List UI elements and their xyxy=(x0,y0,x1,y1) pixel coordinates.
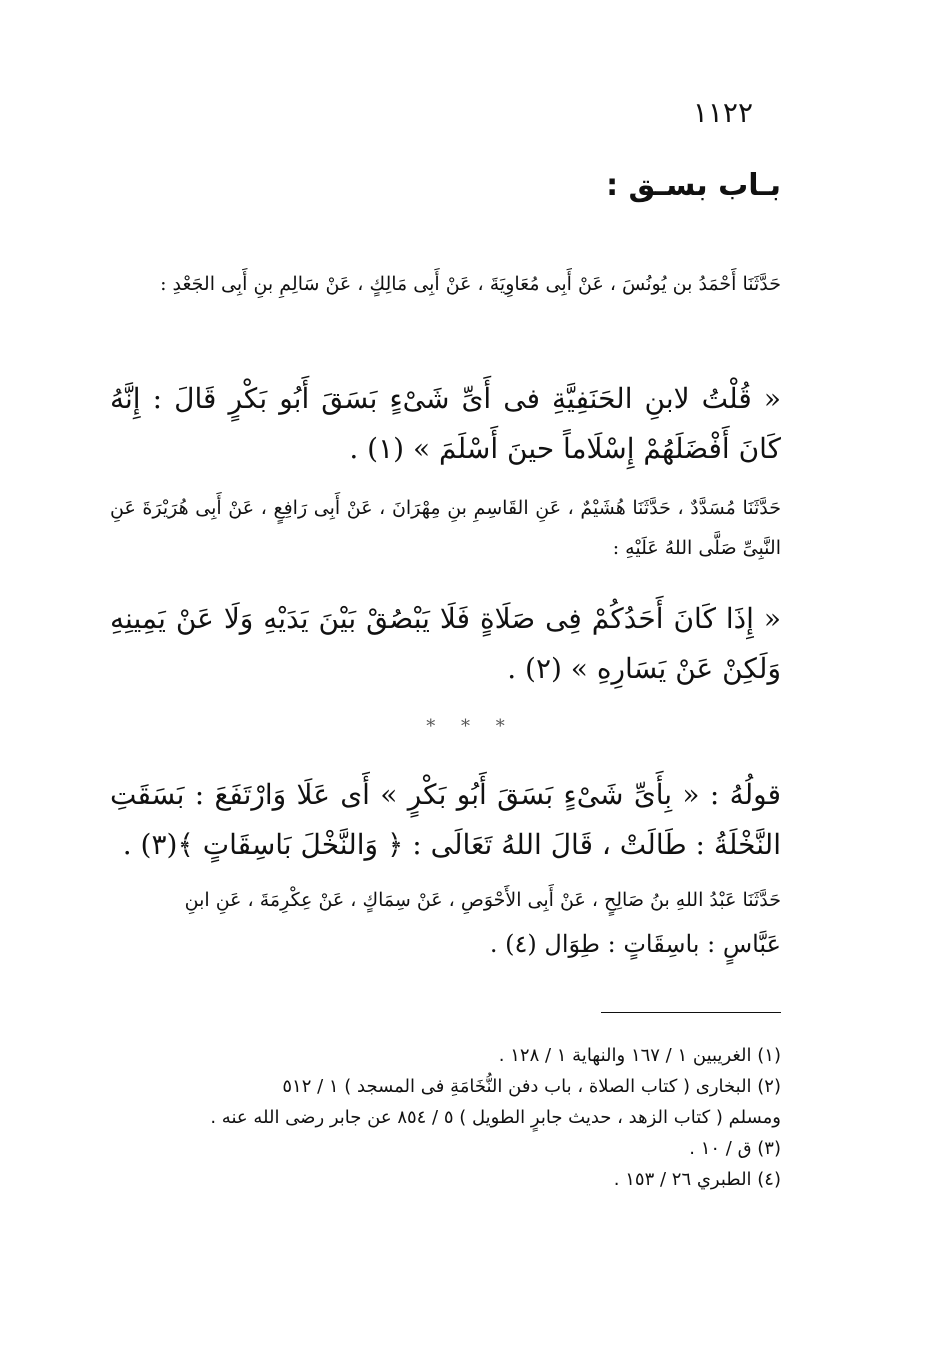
footnote-divider xyxy=(601,1012,781,1013)
chapter-heading: بـاب بسـق : xyxy=(606,168,781,203)
isnad-2: حَدَّثَنَا مُسَدَّدٌ ، حَدَّثَنَا هُشَيْمٌ ، عَنِ القَاسِمِ بنِ مِهْرَانَ ، عَنْ أَبِى رَافِعٍ ، عَنْ أَبِى هُرَيْرَةَ عَنِ النَّبِىِّ صَلَّى اللهُ عَلَيْهِ : xyxy=(110,497,781,559)
isnad-3-tail: عَبَّاسٍ : باسِقَاتٍ : طِوَال (٤) . xyxy=(489,930,781,958)
footnote-2: (٢) البخارى ( كتاب الصلاة ، باب دفن النُّخَامَةِ فى المسجد ) ١ / ٥١٢ xyxy=(282,1076,781,1097)
footnote-1: (١) الغريبين ١ / ١٦٧ والنهاية ١ / ١٢٨ . xyxy=(498,1045,781,1066)
footnote-2-continued: ومسلم ( كتاب الزهد ، حديث جابرٍ الطويل ) ٥ / ٨٥٤ عن جابر رضى الله عنه . xyxy=(210,1107,781,1128)
isnad-1: حَدَّثَنَا أَحْمَدُ بن يُونُسَ ، عَنْ أَبِى مُعَاوِيَةَ ، عَنْ أَبِى مَالِكٍ ، عَنْ سَالِمِ بنِ أَبِى الجَعْدِ : xyxy=(160,273,781,295)
section-separator: * * * xyxy=(426,716,515,737)
commentary: قولُهُ : « بِأَىِّ شَىْءٍ بَسَقَ أَبُو بَكْرٍ » أَى عَلَا وَارْتَفَعَ : بَسَقَتِ النَّخْلَةُ : طَالَتْ ، قَالَ اللهُ تَعَالَى : ﴿ وَالنَّخْلَ بَاسِقَاتٍ ﴾(٣) . xyxy=(110,778,781,861)
footnote-4: (٤) الطبري ٢٦ / ١٥٣ . xyxy=(613,1169,781,1190)
page-number: ١١٢٢ xyxy=(692,96,753,129)
footnotes xyxy=(110,1040,781,1195)
isnad-3: حَدَّثَنَا عَبْدُ اللهِ بنُ صَالِحٍ ، عَنْ أَبِى الأَحْوَصِ ، عَنْ سِمَاكٍ ، عَنْ عِكْرِمَةَ ، عَنِ ابنِ xyxy=(184,889,781,911)
matn-1: « قُلْتُ لابنِ الحَنَفِيَّةِ فى أَىِّ شَىْءٍ بَسَقَ أَبُو بَكْرٍ قَالَ : إِنَّهُ كَانَ أَفْضَلَهُمْ إِسْلَاماً حينَ أَسْلَمَ » (١) . xyxy=(110,382,781,465)
footnote-3: (٣) ق / ١٠ . xyxy=(689,1138,781,1159)
matn-2: « إِذَا كَانَ أَحَدُكُمْ فِى صَلَاةٍ فَلَا يَبْصُقْ بَيْنَ يَدَيْهِ وَلَا عَنْ يَمِينِهِ وَلَكِنْ عَنْ يَسَارِهِ » (٢) . xyxy=(110,602,781,685)
